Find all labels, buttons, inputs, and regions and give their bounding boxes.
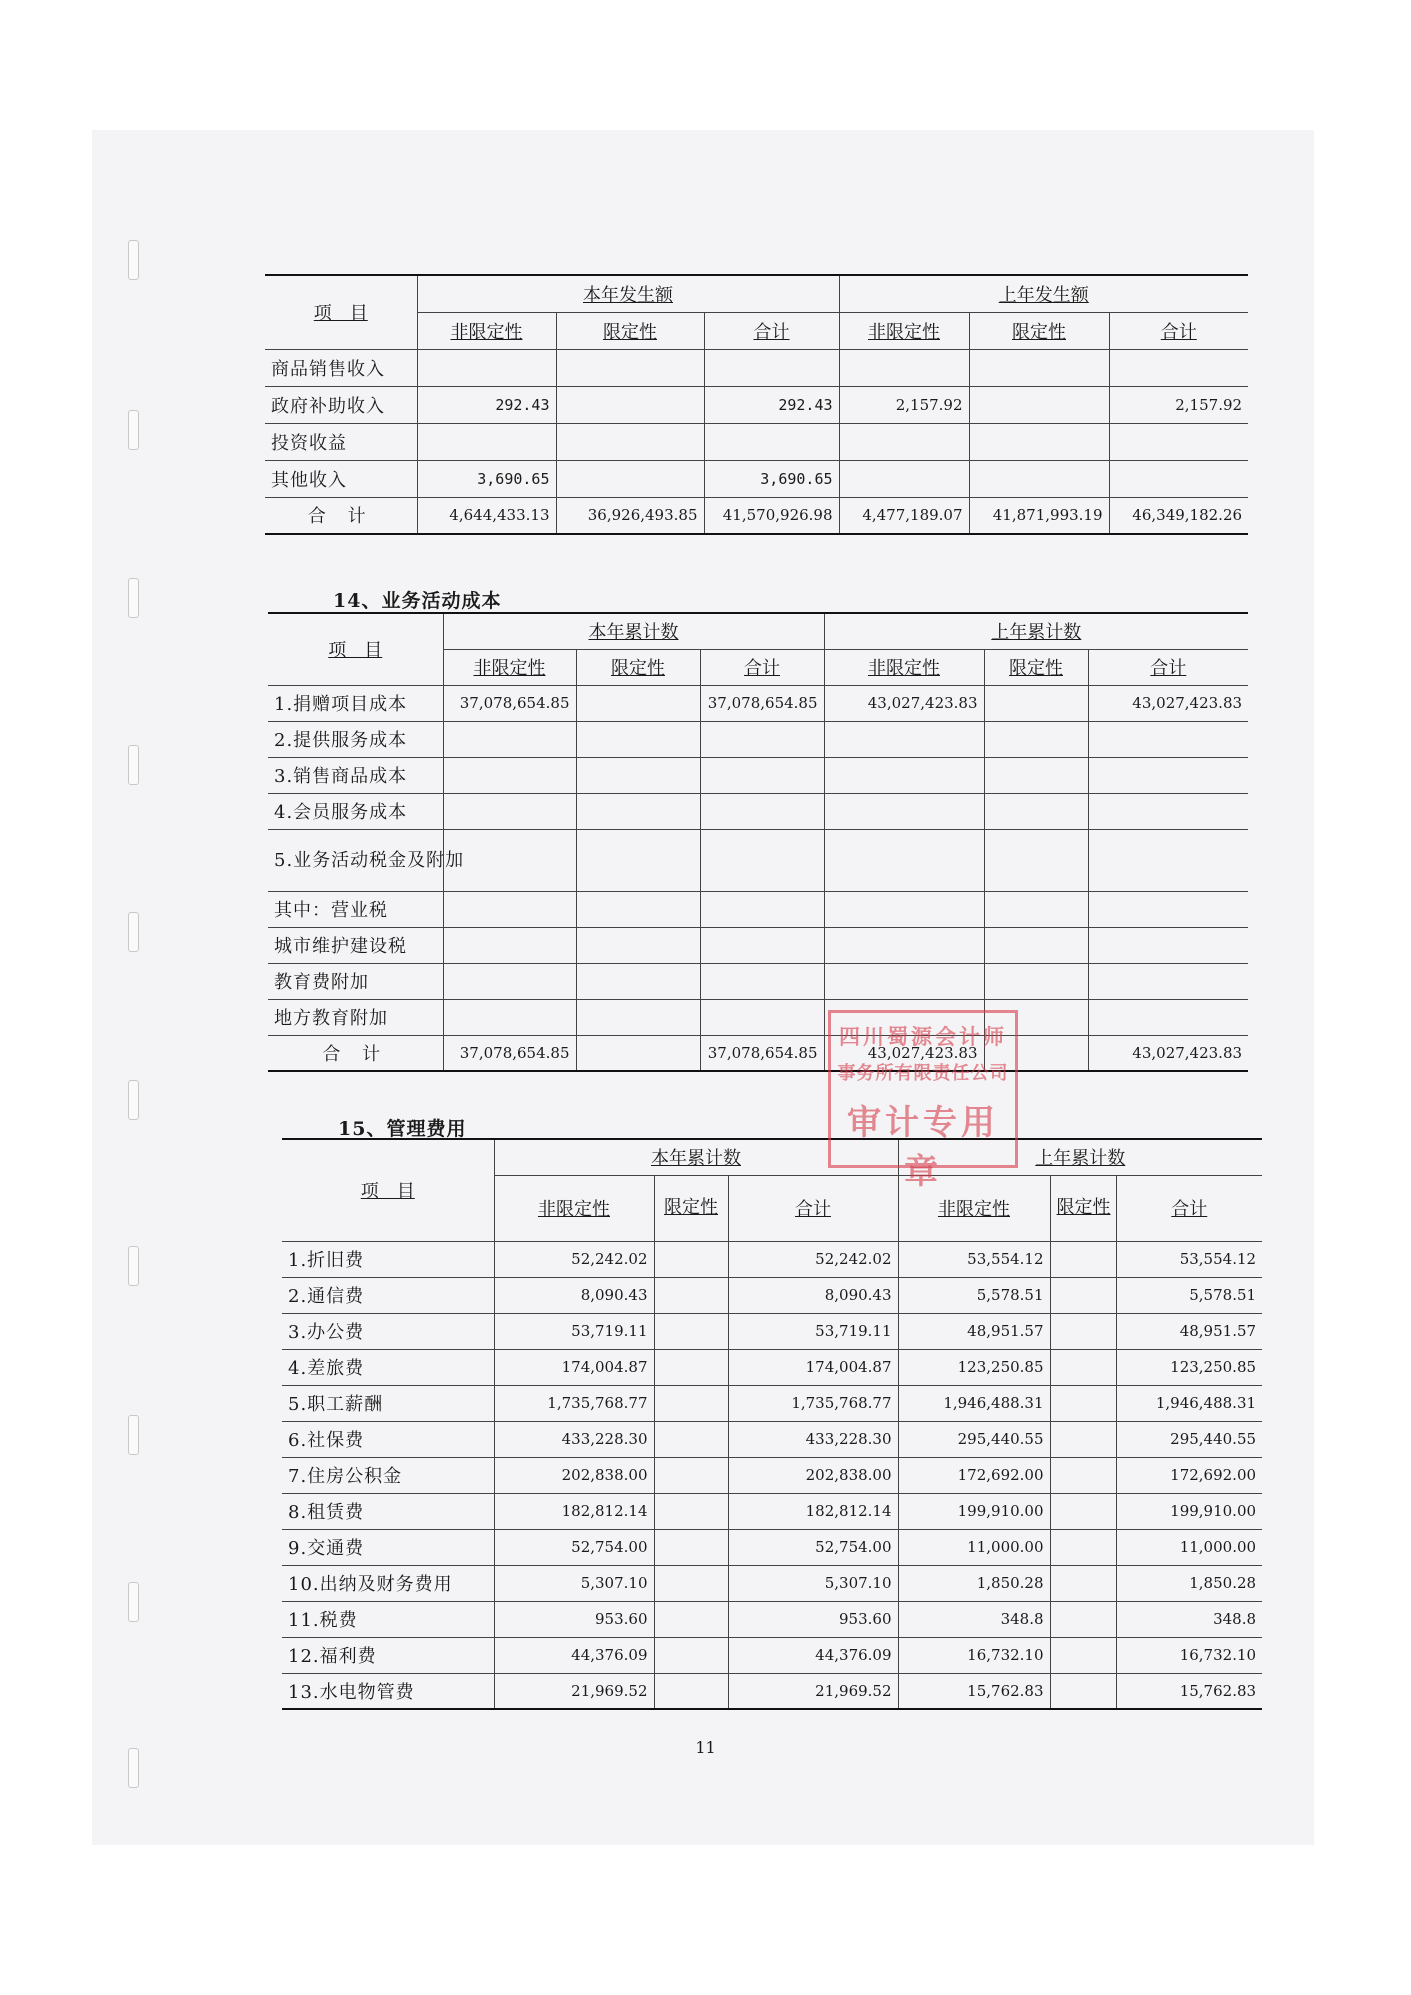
cell-value: 43,027,423.83 — [824, 685, 984, 721]
table-row — [282, 1493, 1262, 1529]
binding-hole-mark — [128, 240, 139, 280]
cell-value: 5,307.10 — [494, 1565, 654, 1601]
cell-value — [839, 349, 969, 386]
table-row — [282, 1277, 1262, 1313]
cell-value: 1,850.28 — [1116, 1565, 1262, 1601]
row-label: 12.福利费 — [282, 1637, 494, 1673]
cell-value: 172,692.00 — [898, 1457, 1050, 1493]
cell-value — [1050, 1529, 1116, 1565]
binding-hole-mark — [128, 1246, 139, 1286]
cell-value: 174,004.87 — [728, 1349, 898, 1385]
row-label: 3.销售商品成本 — [268, 757, 443, 793]
cell-value — [700, 829, 824, 891]
cell-value — [824, 963, 984, 999]
cell-value — [1050, 1457, 1116, 1493]
cell-value — [1109, 460, 1248, 497]
row-label: 2.通信费 — [282, 1277, 494, 1313]
subheader-restricted: 限定性 — [1050, 1175, 1116, 1241]
cell-value — [824, 757, 984, 793]
seal-line-2: 事务所有限责任公司 — [837, 1063, 1009, 1084]
cell-value: 11,000.00 — [898, 1529, 1050, 1565]
cell-value — [417, 423, 556, 460]
subheader-total: 合计 — [700, 649, 824, 685]
cell-value: 123,250.85 — [898, 1349, 1050, 1385]
subheader-unrestricted: 非限定性 — [494, 1175, 654, 1241]
row-label: 9.交通费 — [282, 1529, 494, 1565]
cell-value: 182,812.14 — [494, 1493, 654, 1529]
row-label: 其他收入 — [265, 460, 417, 497]
income-table — [265, 274, 1248, 535]
table-row — [268, 963, 1248, 999]
cell-value: 1,946,488.31 — [898, 1385, 1050, 1421]
cell-value: 292.43 — [704, 386, 839, 423]
row-label: 1.折旧费 — [282, 1241, 494, 1277]
table-row — [268, 891, 1248, 927]
cell-value — [1088, 891, 1248, 927]
cell-value — [984, 721, 1088, 757]
cell-value: 433,228.30 — [494, 1421, 654, 1457]
table-row — [268, 757, 1248, 793]
cell-value: 295,440.55 — [898, 1421, 1050, 1457]
cell-value — [556, 349, 704, 386]
header-item: 项 目 — [268, 613, 443, 685]
row-label: 4.差旅费 — [282, 1349, 494, 1385]
cell-value — [576, 999, 700, 1035]
row-label: 6.社保费 — [282, 1421, 494, 1457]
cell-value: 953.60 — [728, 1601, 898, 1637]
cell-value: 37,078,654.85 — [700, 685, 824, 721]
cell-value: 44,376.09 — [728, 1637, 898, 1673]
page-number: 11 — [695, 1738, 716, 1757]
cell-value — [700, 927, 824, 963]
cell-value — [443, 927, 576, 963]
subheader-unrestricted: 非限定性 — [417, 312, 556, 349]
seal-line-1: 四川蜀源会计师 — [839, 1025, 1007, 1049]
table-row — [265, 460, 1248, 497]
cell-value — [700, 891, 824, 927]
cell-value: 953.60 — [494, 1601, 654, 1637]
cell-value — [984, 793, 1088, 829]
row-label: 2.提供服务成本 — [268, 721, 443, 757]
cell-value: 43,027,423.83 — [1088, 1035, 1248, 1071]
row-label: 合 计 — [268, 1035, 443, 1071]
cell-value: 52,754.00 — [728, 1529, 898, 1565]
row-label: 5.业务活动税金及附加 — [268, 829, 443, 891]
cell-value: 44,376.09 — [494, 1637, 654, 1673]
cell-value: 36,926,493.85 — [556, 497, 704, 534]
cell-value — [1050, 1349, 1116, 1385]
business-activity-cost-table — [268, 612, 1248, 1072]
cell-value — [576, 721, 700, 757]
cell-value — [824, 793, 984, 829]
row-label: 其中：营业税 — [268, 891, 443, 927]
subheader-total: 合计 — [704, 312, 839, 349]
table-row — [282, 1241, 1262, 1277]
cell-value: 2,157.92 — [1109, 386, 1248, 423]
binding-hole-mark — [128, 578, 139, 618]
section-title-15: 15、管理费用 — [338, 1118, 467, 1140]
cell-value — [700, 721, 824, 757]
cell-value — [576, 829, 700, 891]
row-label: 政府补助收入 — [265, 386, 417, 423]
subheader-unrestricted: 非限定性 — [443, 649, 576, 685]
management-expense-table — [282, 1138, 1262, 1710]
row-label: 7.住房公积金 — [282, 1457, 494, 1493]
cell-value: 16,732.10 — [898, 1637, 1050, 1673]
total-row — [265, 497, 1248, 534]
cell-value — [984, 963, 1088, 999]
cell-value: 41,570,926.98 — [704, 497, 839, 534]
cell-value — [1050, 1385, 1116, 1421]
cell-value — [1050, 1673, 1116, 1709]
cell-value — [824, 829, 984, 891]
cell-value — [654, 1637, 728, 1673]
cell-value — [704, 349, 839, 386]
binding-hole-mark — [128, 1582, 139, 1622]
cell-value: 43,027,423.83 — [1088, 685, 1248, 721]
cell-value — [443, 757, 576, 793]
cell-value: 46,349,182.26 — [1109, 497, 1248, 534]
cell-value — [700, 793, 824, 829]
seal-line-3: 审计专用章 — [847, 1103, 999, 1192]
table-row — [268, 721, 1248, 757]
subheader-unrestricted: 非限定性 — [824, 649, 984, 685]
cell-value — [824, 891, 984, 927]
table-row — [282, 1385, 1262, 1421]
cell-value — [1050, 1313, 1116, 1349]
binding-hole-mark — [128, 745, 139, 785]
cell-value: 295,440.55 — [1116, 1421, 1262, 1457]
row-label: 8.租赁费 — [282, 1493, 494, 1529]
cell-value: 16,732.10 — [1116, 1637, 1262, 1673]
cell-value — [969, 386, 1109, 423]
subheader-total: 合计 — [1109, 312, 1248, 349]
subheader-total: 合计 — [1088, 649, 1248, 685]
row-label: 4.会员服务成本 — [268, 793, 443, 829]
cell-value — [654, 1277, 728, 1313]
subheader-total: 合计 — [728, 1175, 898, 1241]
header-item: 项 目 — [282, 1139, 494, 1241]
cell-value: 199,910.00 — [1116, 1493, 1262, 1529]
cell-value — [1050, 1241, 1116, 1277]
row-label: 10.出纳及财务费用 — [282, 1565, 494, 1601]
cell-value: 172,692.00 — [1116, 1457, 1262, 1493]
cell-value — [984, 927, 1088, 963]
cell-value: 4,477,189.07 — [839, 497, 969, 534]
cell-value: 348.8 — [898, 1601, 1050, 1637]
cell-value: 3,690.65 — [417, 460, 556, 497]
cell-value: 1,850.28 — [898, 1565, 1050, 1601]
cell-value: 48,951.57 — [1116, 1313, 1262, 1349]
cell-value: 8,090.43 — [494, 1277, 654, 1313]
cell-value — [654, 1493, 728, 1529]
table-row — [282, 1421, 1262, 1457]
subheader-restricted: 限定性 — [654, 1175, 728, 1241]
cell-value — [969, 423, 1109, 460]
cell-value: 2,157.92 — [839, 386, 969, 423]
audit-seal-stamp — [828, 1010, 1018, 1192]
cell-value: 11,000.00 — [1116, 1529, 1262, 1565]
cell-value: 53,719.11 — [728, 1313, 898, 1349]
cell-value — [417, 349, 556, 386]
cell-value: 15,762.83 — [1116, 1673, 1262, 1709]
cell-value — [1088, 793, 1248, 829]
table-row — [282, 1457, 1262, 1493]
table-row — [282, 1601, 1262, 1637]
cell-value — [1109, 349, 1248, 386]
cell-value — [1050, 1637, 1116, 1673]
cell-value: 48,951.57 — [898, 1313, 1050, 1349]
section-title-14: 14、业务活动成本 — [333, 590, 502, 612]
row-label: 商品销售收入 — [265, 349, 417, 386]
cell-value — [1109, 423, 1248, 460]
cell-value — [556, 386, 704, 423]
table-row — [282, 1637, 1262, 1673]
cell-value — [1088, 963, 1248, 999]
cell-value: 5,578.51 — [898, 1277, 1050, 1313]
cell-value: 43,027,423.83 — [824, 1035, 984, 1071]
cell-value — [654, 1529, 728, 1565]
cell-value — [654, 1457, 728, 1493]
cell-value: 37,078,654.85 — [443, 1035, 576, 1071]
cell-value — [654, 1421, 728, 1457]
table-row — [268, 999, 1248, 1035]
cell-value — [443, 793, 576, 829]
row-label: 地方教育附加 — [268, 999, 443, 1035]
binding-hole-mark — [128, 912, 139, 952]
row-label: 教育费附加 — [268, 963, 443, 999]
table-row — [282, 1673, 1262, 1709]
total-row — [268, 1035, 1248, 1071]
cell-value: 348.8 — [1116, 1601, 1262, 1637]
table-row — [268, 927, 1248, 963]
cell-value: 5,578.51 — [1116, 1277, 1262, 1313]
cell-value: 292.43 — [417, 386, 556, 423]
cell-value — [984, 891, 1088, 927]
subheader-restricted: 限定性 — [576, 649, 700, 685]
cell-value — [576, 685, 700, 721]
cell-value: 21,969.52 — [494, 1673, 654, 1709]
cell-value: 1,735,768.77 — [728, 1385, 898, 1421]
row-label: 13.水电物管费 — [282, 1673, 494, 1709]
cell-value: 53,719.11 — [494, 1313, 654, 1349]
cell-value — [1088, 829, 1248, 891]
cell-value — [654, 1601, 728, 1637]
row-label: 5.职工薪酬 — [282, 1385, 494, 1421]
cell-value — [1050, 1565, 1116, 1601]
header-previous-year: 上年发生额 — [839, 275, 1248, 312]
cell-value — [443, 999, 576, 1035]
row-label: 1.捐赠项目成本 — [268, 685, 443, 721]
table-row — [268, 793, 1248, 829]
cell-value — [839, 423, 969, 460]
cell-value: 41,871,993.19 — [969, 497, 1109, 534]
subheader-restricted: 限定性 — [969, 312, 1109, 349]
cell-value — [654, 1673, 728, 1709]
cell-value: 52,754.00 — [494, 1529, 654, 1565]
header-current-year: 本年累计数 — [494, 1139, 898, 1175]
cell-value — [984, 829, 1088, 891]
header-previous-year: 上年累计数 — [898, 1139, 1262, 1175]
subheader-unrestricted: 非限定性 — [839, 312, 969, 349]
subheader-unrestricted: 非限定性 — [898, 1175, 1050, 1241]
table-row — [268, 685, 1248, 721]
cell-value — [824, 927, 984, 963]
cell-value: 37,078,654.85 — [443, 685, 576, 721]
cell-value: 174,004.87 — [494, 1349, 654, 1385]
cell-value: 123,250.85 — [1116, 1349, 1262, 1385]
row-label: 合 计 — [265, 497, 417, 534]
row-label: 城市维护建设税 — [268, 927, 443, 963]
cell-value: 15,762.83 — [898, 1673, 1050, 1709]
header-previous-year: 上年累计数 — [824, 613, 1248, 649]
cell-value — [654, 1565, 728, 1601]
cell-value: 52,242.02 — [728, 1241, 898, 1277]
cell-value: 21,969.52 — [728, 1673, 898, 1709]
cell-value — [576, 891, 700, 927]
binding-hole-mark — [128, 410, 139, 450]
cell-value: 53,554.12 — [1116, 1241, 1262, 1277]
header-item: 项 目 — [265, 275, 417, 349]
cell-value: 53,554.12 — [898, 1241, 1050, 1277]
cell-value — [556, 423, 704, 460]
cell-value — [556, 460, 704, 497]
cell-value — [576, 1035, 700, 1071]
binding-hole-mark — [128, 1415, 139, 1455]
cell-value — [1088, 927, 1248, 963]
cell-value — [700, 963, 824, 999]
cell-value — [700, 757, 824, 793]
cell-value — [839, 460, 969, 497]
header-current-year: 本年发生额 — [417, 275, 839, 312]
cell-value — [704, 423, 839, 460]
cell-value — [654, 1349, 728, 1385]
binding-hole-mark — [128, 1080, 139, 1120]
cell-value — [984, 685, 1088, 721]
cell-value — [1088, 757, 1248, 793]
cell-value: 433,228.30 — [728, 1421, 898, 1457]
table-row — [265, 386, 1248, 423]
cell-value — [576, 963, 700, 999]
cell-value — [443, 721, 576, 757]
row-label: 11.税费 — [282, 1601, 494, 1637]
cell-value — [1050, 1493, 1116, 1529]
cell-value: 1,946,488.31 — [1116, 1385, 1262, 1421]
cell-value — [1050, 1421, 1116, 1457]
subheader-restricted: 限定性 — [556, 312, 704, 349]
table-row — [282, 1313, 1262, 1349]
cell-value — [984, 757, 1088, 793]
cell-value — [654, 1241, 728, 1277]
cell-value — [700, 999, 824, 1035]
cell-value — [1050, 1277, 1116, 1313]
cell-value — [654, 1313, 728, 1349]
cell-value — [576, 757, 700, 793]
cell-value: 199,910.00 — [898, 1493, 1050, 1529]
cell-value — [1050, 1601, 1116, 1637]
cell-value — [969, 349, 1109, 386]
cell-value — [1088, 999, 1248, 1035]
cell-value — [443, 963, 576, 999]
cell-value: 4,644,433.13 — [417, 497, 556, 534]
table-row — [268, 829, 1248, 891]
cell-value: 52,242.02 — [494, 1241, 654, 1277]
cell-value: 5,307.10 — [728, 1565, 898, 1601]
cell-value: 202,838.00 — [494, 1457, 654, 1493]
row-label: 3.办公费 — [282, 1313, 494, 1349]
cell-value — [443, 891, 576, 927]
row-label: 投资收益 — [265, 423, 417, 460]
table-row — [282, 1349, 1262, 1385]
cell-value — [1088, 721, 1248, 757]
header-current-year: 本年累计数 — [443, 613, 824, 649]
cell-value: 182,812.14 — [728, 1493, 898, 1529]
cell-value: 1,735,768.77 — [494, 1385, 654, 1421]
table-row — [265, 423, 1248, 460]
cell-value — [969, 460, 1109, 497]
cell-value: 37,078,654.85 — [700, 1035, 824, 1071]
subheader-restricted: 限定性 — [984, 649, 1088, 685]
table-row — [265, 349, 1248, 386]
cell-value: 8,090.43 — [728, 1277, 898, 1313]
cell-value — [576, 793, 700, 829]
subheader-total: 合计 — [1116, 1175, 1262, 1241]
cell-value — [824, 721, 984, 757]
cell-value — [654, 1385, 728, 1421]
table-row — [282, 1529, 1262, 1565]
cell-value: 202,838.00 — [728, 1457, 898, 1493]
cell-value: 3,690.65 — [704, 460, 839, 497]
cell-value — [576, 927, 700, 963]
table-row — [282, 1565, 1262, 1601]
